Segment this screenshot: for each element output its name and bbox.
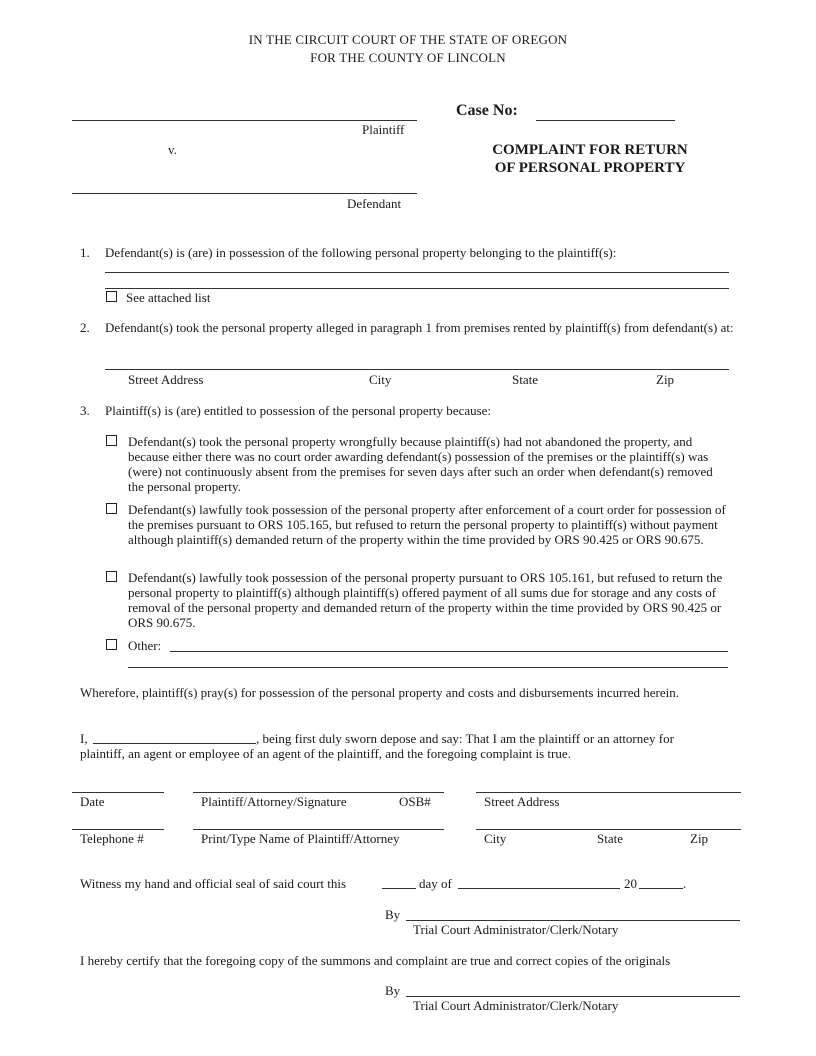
form-title-line2: OF PERSONAL PROPERTY [494,160,686,176]
item-2-number: 2. [80,320,90,335]
zip-label: Zip [656,372,675,387]
city-state-zip-line[interactable] [476,829,741,830]
telephone-label: Telephone # [80,831,144,846]
see-attached-checkbox[interactable] [106,291,117,302]
signature-label: Plaintiff/Attorney/Signature [201,794,347,809]
by-label-1: By [385,907,401,922]
other-line-1[interactable] [170,651,728,652]
item-3-text: Plaintiff(s) is (are) entitled to possession of the personal property because: [105,403,492,418]
witness-year-prefix: 20 [624,876,637,891]
osb-label: OSB# [399,794,431,809]
clerk-signature-line-2[interactable] [406,996,740,997]
clerk-signature-line-1[interactable] [406,920,740,921]
sig-zip-label: Zip [690,831,709,846]
sig-city-label: City [484,831,507,846]
date-line[interactable] [72,792,164,793]
option-3-text: Defendant(s) lawfully took possession of the personal property pursuant to ORS 105.161, but refused to return the personal property to plaintiff(s) although plaintiff(s) offered payment of all sums due for storage and any costs of removal of the personal property and demanded return of the property within the time provided by ORS 90.425 or ORS 90.675. [128,570,723,630]
option-2-checkbox[interactable] [106,503,117,514]
see-attached-label: See attached list [126,290,211,305]
form-title-line1: COMPLAINT FOR RETURN [492,142,688,158]
item-1-text: Defendant(s) is (are) in possession of the following personal property belonging to the plaintiff(s): [105,245,617,260]
case-no-label: Case No: [456,102,518,119]
item-3-number: 3. [80,403,90,418]
case-no-line[interactable] [536,120,675,121]
city-label: City [369,372,392,387]
option-1-checkbox[interactable] [106,435,117,446]
oath-line-1: , being first duly sworn depose and say: That I am the plaintiff or an attorney for [256,731,674,746]
other-label: Other: [128,638,162,653]
property-line-1[interactable] [105,272,729,273]
state-label: State [512,372,538,387]
by-label-2: By [385,983,401,998]
sig-state-label: State [597,831,623,846]
oath-prefix: I, [80,731,88,746]
plaintiff-label: Plaintiff [362,122,405,137]
wherefore-text: Wherefore, plaintiff(s) pray(s) for possession of the personal property and costs and disbursements incurred herein. [80,685,680,700]
option-3-checkbox[interactable] [106,571,117,582]
address-line[interactable] [105,369,729,370]
oath-line-2: plaintiff, an agent or employee of an agent of the plaintiff, and the foregoing complaint is true. [80,746,571,761]
defendant-line[interactable] [72,193,417,194]
item-2-text: Defendant(s) took the personal property alleged in paragraph 1 from premises rented by plaintiff(s) from defendant(s) at: [105,320,734,335]
option-2-text: Defendant(s) lawfully took possession of the personal property after enforcement of a court order for possession of the premises pursuant to ORS 105.165, but refused to return the personal property to plaintiff(s) without payment although plaintiff(s) demanded return of the property within the time provided by ORS 90.425 or ORS 90.675. [128,502,726,547]
defendant-label: Defendant [347,196,402,211]
witness-year-line[interactable] [639,888,683,889]
other-line-2[interactable] [128,667,728,668]
date-label: Date [80,794,105,809]
witness-day-line[interactable] [382,888,416,889]
witness-day-of: day of [419,876,452,891]
signature-line[interactable] [193,792,444,793]
print-name-label: Print/Type Name of Plaintiff/Attorney [201,831,400,846]
witness-text: Witness my hand and official seal of said court this [80,876,347,891]
item-1-number: 1. [80,245,90,260]
street-address-label: Street Address [128,372,204,387]
county-heading: FOR THE COUNTY OF LINCOLN [310,50,506,65]
court-heading: IN THE CIRCUIT COURT OF THE STATE OF OREGON [248,32,568,47]
option-1-text: Defendant(s) took the personal property wrongfully because plaintiff(s) had not abandoned the property, and because either there was no court order awarding defendant(s) possession of the premises or the plaintiff(s) was (were) not continuously absent from the premises for seven days after such an order when defendant(s) removed the personal property. [128,434,713,494]
witness-month-line[interactable] [458,888,620,889]
certify-text: I hereby certify that the foregoing copy of the summons and complaint are true and correct copies of the originals [80,953,671,968]
witness-period: . [683,876,687,891]
clerk-label-2: Trial Court Administrator/Clerk/Notary [413,998,619,1013]
plaintiff-line[interactable] [72,120,417,121]
street-line[interactable] [476,792,741,793]
property-line-2[interactable] [105,288,729,289]
other-checkbox[interactable] [106,639,117,650]
telephone-line[interactable] [72,829,164,830]
print-name-line[interactable] [193,829,444,830]
street-label: Street Address [484,794,560,809]
clerk-label-1: Trial Court Administrator/Clerk/Notary [413,922,619,937]
versus-label: v. [168,142,177,157]
affiant-name-line[interactable] [93,743,256,744]
